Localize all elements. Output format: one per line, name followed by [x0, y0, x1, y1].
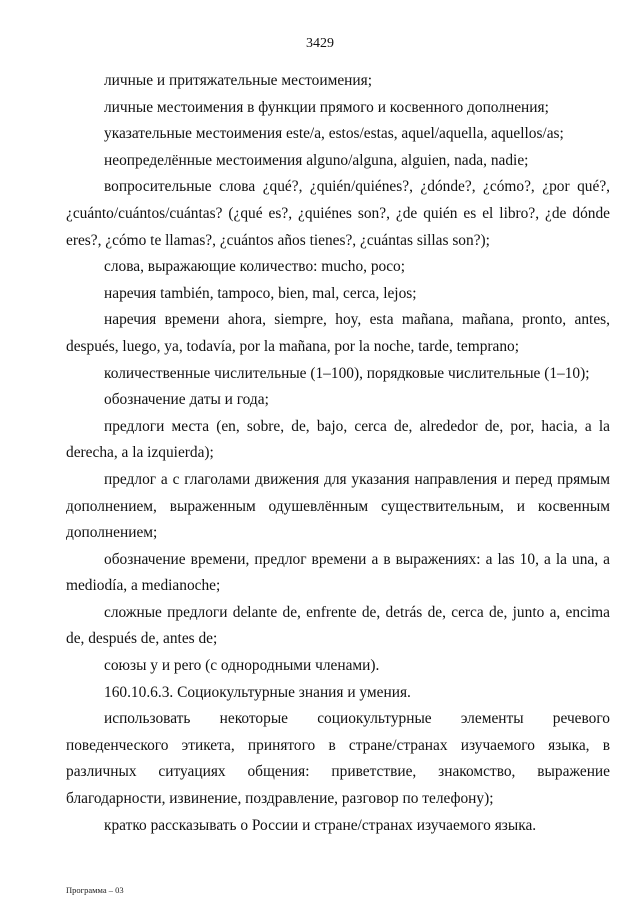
section-heading: 160.10.6.3. Социокультурные знания и умения. [104, 683, 411, 701]
paragraph-sociocultural-etiquette: использовать некоторые социокультурные элементы речевого поведенческого этикета, принятого в стране/странах изучаемого языка, в различных ситуациях общения: приветствие, знакомство, выражение благодарности, извинение, поздравление, разговор по телефону); [66, 710, 610, 808]
paragraph-time-adverbs: наречия времени ahora, siempre, hoy, esta mañana, mañana, pronto, antes, después, luego, ya, todavía, por la mañana, por la noche, tarde, temprano; [66, 311, 610, 355]
paragraph-question-words: вопросительные слова ¿qué?, ¿quién/quiénes?, ¿dónde?, ¿cómo?, ¿por qué?, ¿cuánto/cuántos/cuántas? (¿qué es?, ¿quiénes son?, ¿de quién es el libro?, ¿de dónde eres?, ¿cómo te llamas?, ¿cuántos años tienes?, ¿cuántas sillas son?); [66, 178, 610, 249]
paragraph-object-pronouns: личные местоимения в функции прямого и косвенного дополнения; [104, 98, 549, 116]
page-number: 3429 [306, 36, 334, 51]
paragraph-tell-about-russia: кратко рассказывать о России и стране/странах изучаемого языка. [104, 816, 537, 834]
paragraph-quantity-words: слова, выражающие количество: mucho, poco; [104, 258, 406, 276]
footer-program-label: Программа – 03 [66, 885, 124, 895]
paragraph-adverbs: наречия también, tampoco, bien, mal, cerca, lejos; [104, 284, 417, 302]
body-text [66, 68, 610, 839]
paragraph-personal-possessive-pronouns: личные и притяжательные местоимения; [104, 72, 372, 89]
paragraph-dates: обозначение даты и года; [104, 391, 269, 409]
paragraph-compound-prepositions: сложные предлоги delante de, enfrente de, detrás de, cerca de, junto a, encima de, después de, antes de; [66, 603, 610, 648]
paragraph-demonstrative-pronouns: указательные местоимения este/a, estos/estas, aquel/aquella, aquellos/as; [104, 125, 564, 143]
paragraph-place-prepositions: предлоги места (en, sobre, de, bajo, cerca de, alrededor de, por, hacia, a la derecha, a la izquierda); [66, 417, 610, 462]
paragraph-time-expressions: обозначение времени, предлог времени a в выражениях: a las 10, a la una, a mediodía, a medianoche; [66, 550, 610, 595]
paragraph-preposition-a: предлог a с глаголами движения для указания направления и перед прямым дополнением, выраженным одушевлённым существительным, и косвенным дополнением; [66, 470, 610, 542]
paragraph-numerals: количественные числительные (1–100), порядковые числительные (1–10); [104, 364, 590, 382]
paragraph-indefinite-pronouns: неопределённые местоимения alguno/alguna, alguien, nada, nadie; [104, 151, 529, 169]
paragraph-conjunctions: союзы y и pero (с однородными членами). [104, 657, 380, 675]
